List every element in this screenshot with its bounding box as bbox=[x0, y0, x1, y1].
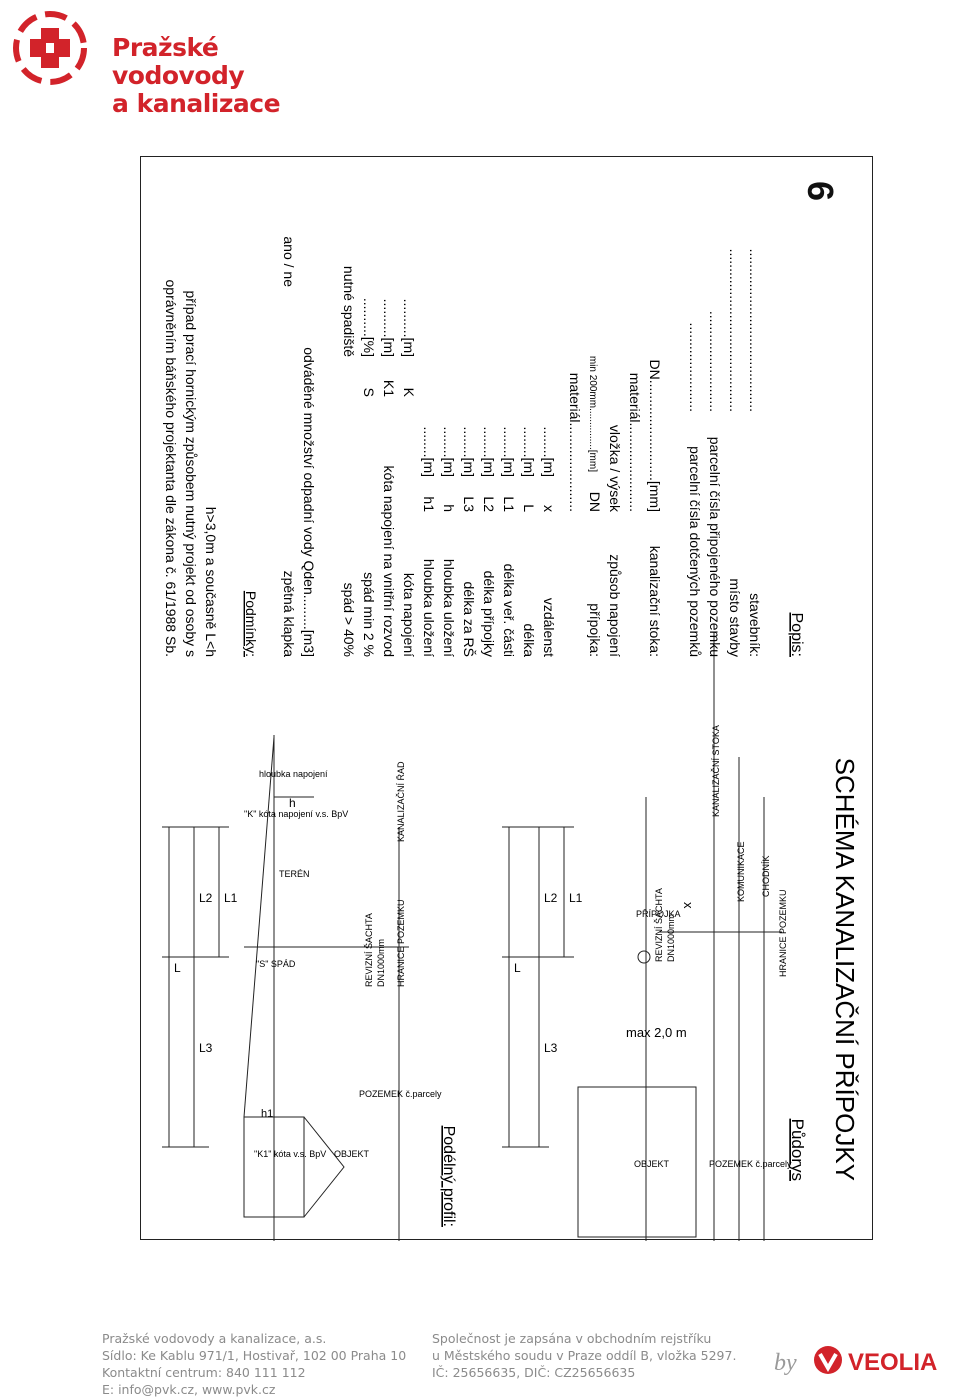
param-x-label: vzdálenst bbox=[541, 597, 557, 657]
stavebnik-value: .......................................... bbox=[747, 248, 763, 412]
footer-address: Sídlo: Ke Kablu 971/1, Hostivař, 102 00 Praha 10 bbox=[102, 1348, 407, 1363]
plan-pozemek-label: POZEMEK č.parcely bbox=[709, 1159, 792, 1169]
profile-heading: Podélný profil: bbox=[440, 1125, 457, 1227]
param-x-sym: x bbox=[541, 505, 557, 512]
param-h-label: hloubka uložení bbox=[441, 558, 457, 657]
pvk-logo-icon bbox=[10, 8, 100, 88]
param-h-sym: h bbox=[441, 504, 457, 512]
param-h1-sym: h1 bbox=[421, 496, 437, 512]
stavebnik-label: stavebník: bbox=[747, 593, 763, 657]
spad-value: ..........[%] bbox=[361, 297, 377, 357]
spad2-value: nutné spadiště bbox=[341, 265, 357, 357]
stoka-material: materiál....................... bbox=[627, 372, 643, 512]
param-L2-value: ........[m] bbox=[481, 426, 497, 477]
param-x-value: ........[m] bbox=[541, 426, 557, 477]
dotcene-label: parcelní čísla dotčených pozemků bbox=[687, 446, 703, 657]
footer-contact: Kontaktní centrum: 840 111 112 bbox=[102, 1365, 306, 1380]
footer-reg-line-1: Společnost je zapsána v obchodním rejstříku bbox=[432, 1331, 712, 1346]
parcely-label: parcelní čísla připojeného pozemku bbox=[707, 436, 723, 657]
kota-value: ..........[m] bbox=[401, 298, 417, 357]
plan-komunikace-label: KOMUNIKACE bbox=[736, 841, 746, 902]
profile-k1-label: "K1" kóta v.s. BpV bbox=[254, 1149, 327, 1159]
page-number: 6 bbox=[800, 180, 842, 202]
plan-heading: Půdorys bbox=[788, 1118, 807, 1181]
popis-heading: Popis: bbox=[788, 612, 805, 657]
param-L1-label: délka veř. části bbox=[501, 563, 517, 657]
profile-teren-label: TERÉN bbox=[279, 869, 310, 879]
footer-company-name: Pražské vodovody a kanalizace, a.s. bbox=[102, 1331, 327, 1346]
param-h-value: ........[m] bbox=[441, 426, 457, 477]
podminky-line-3: oprávněním báňského projektanta dle zákona č. 61/1988 Sb. bbox=[163, 279, 179, 657]
plan-L3-label: L3 bbox=[544, 1041, 558, 1055]
profile-spad-label: "S" SPÁD bbox=[256, 959, 296, 969]
misto-value: .......................................... bbox=[727, 248, 743, 412]
drawing-frame bbox=[140, 156, 873, 1240]
kota-sym: K bbox=[401, 387, 417, 397]
kota1-sym: K1 bbox=[381, 379, 397, 397]
plan-sachta-label-1: REVIZNÍ ŠACHTA bbox=[654, 888, 664, 962]
podminky-heading: Podmínky: bbox=[243, 590, 259, 657]
logo-line-1: Pražské vodovody bbox=[112, 33, 245, 90]
plan-L2-label: L2 bbox=[544, 891, 558, 905]
param-L1-sym: L1 bbox=[501, 496, 517, 512]
napojeni-value: vložka / výsek bbox=[607, 424, 623, 512]
plan-sachta-label-2: DN1000mm bbox=[666, 913, 676, 962]
footer-registration-info bbox=[432, 1330, 736, 1381]
footer-reg-line-2: u Městského soudu v Praze oddíl B, vložka 5297. bbox=[432, 1348, 737, 1363]
logo-wordmark bbox=[112, 34, 330, 118]
spad-label: spád min 2 % bbox=[361, 572, 377, 657]
plan-pripojka-label: PŘÍPOJKA bbox=[636, 909, 681, 919]
napojeni-label: způsob napojení bbox=[607, 554, 623, 657]
profile-pipe-line bbox=[244, 737, 274, 1117]
profile-L2-label: L2 bbox=[199, 891, 213, 905]
kota-label: kóta napojení bbox=[401, 572, 417, 657]
footer-email-link[interactable]: E: info@pvk.cz, www.pvk.cz bbox=[102, 1382, 276, 1397]
profile-h-label: h bbox=[289, 796, 296, 810]
schema-drawing bbox=[141, 157, 874, 1241]
profile-pozemek-label: POZEMEK č.parcely bbox=[359, 1089, 442, 1099]
profile-hloubka-label: hloubka napojení bbox=[259, 769, 328, 779]
stoka-dn: DN..........................[mm] bbox=[647, 359, 663, 512]
plan-sachta-circle bbox=[638, 951, 650, 963]
klapka-label: zpětná klapka bbox=[281, 570, 297, 657]
spad2-label: spád > 40% bbox=[341, 582, 357, 657]
profile-k-label: "K" kóta napojení v.s. BpV bbox=[244, 809, 349, 819]
profile-L-label: L bbox=[174, 961, 181, 975]
profile-hranice-label: HRANICE POZEMKU bbox=[396, 899, 406, 987]
podminky-line-2: případ prací hornickým způsobem nutný projekt od osoby s bbox=[183, 290, 199, 657]
profile-roof bbox=[304, 1117, 344, 1217]
pripojka-dn: DN bbox=[587, 491, 603, 512]
veolia-logo bbox=[770, 1340, 955, 1380]
plan-objekt-label: OBJEKT bbox=[634, 1159, 670, 1169]
param-L-label: délka bbox=[521, 623, 537, 657]
param-L1-value: ........[m] bbox=[501, 426, 517, 477]
profile-L3-label: L3 bbox=[199, 1041, 213, 1055]
odvadene-text: odváděné množství odpadní vody Qden.........[m3] bbox=[301, 347, 317, 657]
kota1-label: kóta napojení na vnitřní rozvod bbox=[381, 465, 397, 657]
misto-label: místo stavby bbox=[727, 578, 743, 657]
veolia-by: by bbox=[774, 1350, 797, 1376]
footer-reg-line-3: IČ: 25656635, DIČ: CZ25656635 bbox=[432, 1365, 636, 1380]
param-L2-label: délka přípojky bbox=[481, 570, 497, 657]
dotcene-value: ....................... bbox=[687, 322, 703, 412]
plan-stoka-label: KANALIZAČNÍ STOKA bbox=[711, 725, 721, 817]
param-L2-sym: L2 bbox=[481, 496, 497, 512]
veolia-wordmark: VEOLIA bbox=[848, 1349, 938, 1376]
logo-line-2: a kanalizace bbox=[112, 89, 281, 118]
plan-hranice-label: HRANICE POZEMKU bbox=[778, 889, 788, 977]
rotated-sheet bbox=[141, 157, 874, 1241]
spad-sym: S bbox=[361, 387, 377, 397]
param-L3-sym: L3 bbox=[461, 496, 477, 512]
podminky-line-1: h>3,0m a současně L<h bbox=[203, 506, 219, 657]
page-title: SCHÉMA KANALIZAČNÍ PŘÍPOJKY bbox=[830, 757, 860, 1181]
footer-company-info bbox=[102, 1330, 406, 1398]
plan-L-label: L bbox=[514, 961, 521, 975]
plan-L1-label: L1 bbox=[569, 891, 583, 905]
profile-sachta-label-2: DN1000mm bbox=[376, 938, 386, 987]
veolia-mark-icon bbox=[814, 1346, 842, 1374]
parcely-value: .......................... bbox=[707, 310, 723, 412]
param-L-value: ........[m] bbox=[521, 426, 537, 477]
pripojka-material: materiál....................... bbox=[567, 372, 583, 512]
param-L3-label: délka za RŠ bbox=[461, 581, 477, 657]
param-h1-label: hloubka uložení bbox=[421, 558, 437, 657]
pripojka-min: min 200mm...............[mm] bbox=[587, 355, 598, 472]
plan-max-label: max 2,0 m bbox=[626, 1025, 687, 1040]
param-L-sym: L bbox=[521, 504, 537, 512]
plan-x-label: x bbox=[681, 902, 696, 909]
plan-chodnik-label: CHODNÍK bbox=[761, 855, 771, 897]
company-logo bbox=[10, 8, 330, 118]
kota1-value: ..........[m] bbox=[381, 298, 397, 357]
stoka-label: kanalizační stoka: bbox=[647, 545, 663, 657]
klapka-value: ano / ne bbox=[281, 236, 297, 287]
profile-rad-label: KANALIZAČNÍ ŘAD bbox=[396, 761, 406, 842]
pripojka-label: přípojka: bbox=[587, 603, 603, 657]
profile-h1-label: h1 bbox=[261, 1108, 274, 1120]
profile-L1-label: L1 bbox=[224, 891, 238, 905]
profile-objekt-label: OBJEKT bbox=[334, 1149, 370, 1159]
param-h1-value: ........[m] bbox=[421, 426, 437, 477]
param-L3-value: ........[m] bbox=[461, 426, 477, 477]
profile-sachta-label-1: REVIZNÍ ŠACHTA bbox=[364, 913, 374, 987]
